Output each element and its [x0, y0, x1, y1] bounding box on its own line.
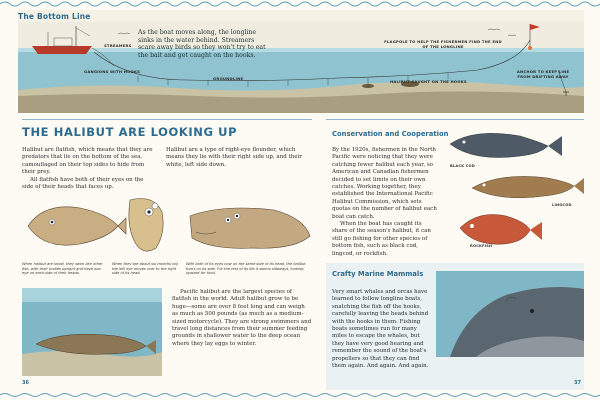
label-streamers: STREAMERS — [104, 43, 132, 48]
turning-halibut-icon — [129, 199, 163, 252]
label-gangions: GANGIONS WITH HOOKS — [84, 69, 141, 74]
conservation-text — [332, 147, 438, 258]
article-col2 — [166, 147, 312, 169]
label-lingcod: LINGCOD — [552, 203, 572, 207]
whale-illustration — [436, 271, 584, 357]
mammals-heading: Crafty Marine Mammals — [332, 270, 424, 278]
article-col1 — [22, 147, 156, 191]
conservation-paragraph: By the 1920s, fishermen in the North Pacific were noticing that they were catching fewer halibut each year, so American and Canadian fishermen decided to set limits on their own catches. Working together, they established the International Pacific Halibut Commission, which sets quotas on the number of halibut each boat can catch. — [332, 147, 437, 220]
divider-left — [22, 119, 312, 120]
page-number-left: 36 — [22, 380, 29, 386]
halibut-underwater-illustration — [22, 288, 162, 376]
article-lower-paragraph: Pacific halibut are the largest species of flatfish in the world. Adult halibut grow to be huge—some are over 8 feet long and can weigh as much as 500 pounds (as much as a medium-sized motorcycle). They are strong swimmers and travel long distances from their summer feeding grounds in shallower water to the deep ocean where they lay eggs to winter. — [172, 289, 312, 347]
article-lower-text — [172, 289, 312, 348]
rockfish-icon — [460, 215, 542, 245]
caption-adult: With both of its eyes now on the same side of its head, the halibut turns on its side. For the rest of its life it swims sideways, looking upward for food. — [186, 262, 306, 275]
adult-halibut-head-icon — [190, 208, 310, 248]
label-rockfish: ROCKFISH — [470, 244, 493, 248]
label-flagpole: FLAGPOLE TO HELP THE FISHERMEN FIND THE END OF THE LONGLINE — [384, 39, 502, 49]
conservation-paragraph: When the boat has caught its share of the season's halibut, it can still go fishing for other species of bottom fish, such as black cod, lingcod, or rockfish. — [332, 221, 431, 257]
article-col1-paragraph: All flatfish have both of their eyes on the side of their heads that faces up. — [22, 176, 144, 191]
divider-right — [326, 119, 584, 120]
lingcod-icon — [472, 176, 584, 197]
halibut-development-illustration — [22, 192, 312, 260]
label-halibut-caught: HALIBUT CAUGHT ON THE HOOKS — [390, 79, 467, 84]
label-anchor: ANCHOR TO KEEP LINE FROM DRIFTING AWAY — [516, 69, 570, 79]
conservation-heading: Conservation and Cooperation — [332, 130, 449, 138]
page-number-right: 37 — [574, 380, 581, 386]
diagram-title: The Bottom Line — [18, 12, 91, 21]
label-groundline: GROUNDLINE — [213, 76, 244, 81]
main-heading: THE HALIBUT ARE LOOKING UP — [22, 125, 238, 139]
black-cod-icon — [450, 133, 562, 157]
mammals-text — [332, 289, 432, 370]
bottom-fish-illustration — [444, 124, 584, 258]
young-halibut-icon — [28, 207, 126, 245]
caption-six-months: When they are about six months old, the left eye moves over to the right side of its head. — [112, 262, 179, 275]
mammals-paragraph: Very smart whales and orcas have learned to follow longline boats, snatching the fish off the hooks, carefully leaving the heads behind with the hooks in them. Fishing boats sometimes run for many miles to escape the whales, but they have very good hearing and remember the sound of the boat's propellers so that they can find them again. And again. And again. — [332, 289, 429, 370]
diagram-caption: As the boat moves along, the longline sinks in the water behind. Streamers scare away birds so they won't try to eat the bait and get caught on the hooks. — [138, 29, 266, 59]
caption-young: When halibut are small, they swim like other fish, with their bodies upright and have one eye on each side of their heads. — [22, 262, 103, 275]
article-col2-paragraph: Halibut are a type of right-eye flounder, which means they lie with their right side up, and their white, left side down. — [166, 147, 302, 168]
wave-border-top — [0, 0, 600, 7]
article-col1-paragraph: Halibut are flatfish, which means that they are predators that lie on the bottom of the sea, camouflaged on their top sides to hide from their prey. — [22, 147, 153, 176]
wave-border-bottom — [0, 392, 600, 399]
label-black-cod: BLACK COD — [450, 164, 475, 168]
longline-diagram — [18, 10, 584, 113]
